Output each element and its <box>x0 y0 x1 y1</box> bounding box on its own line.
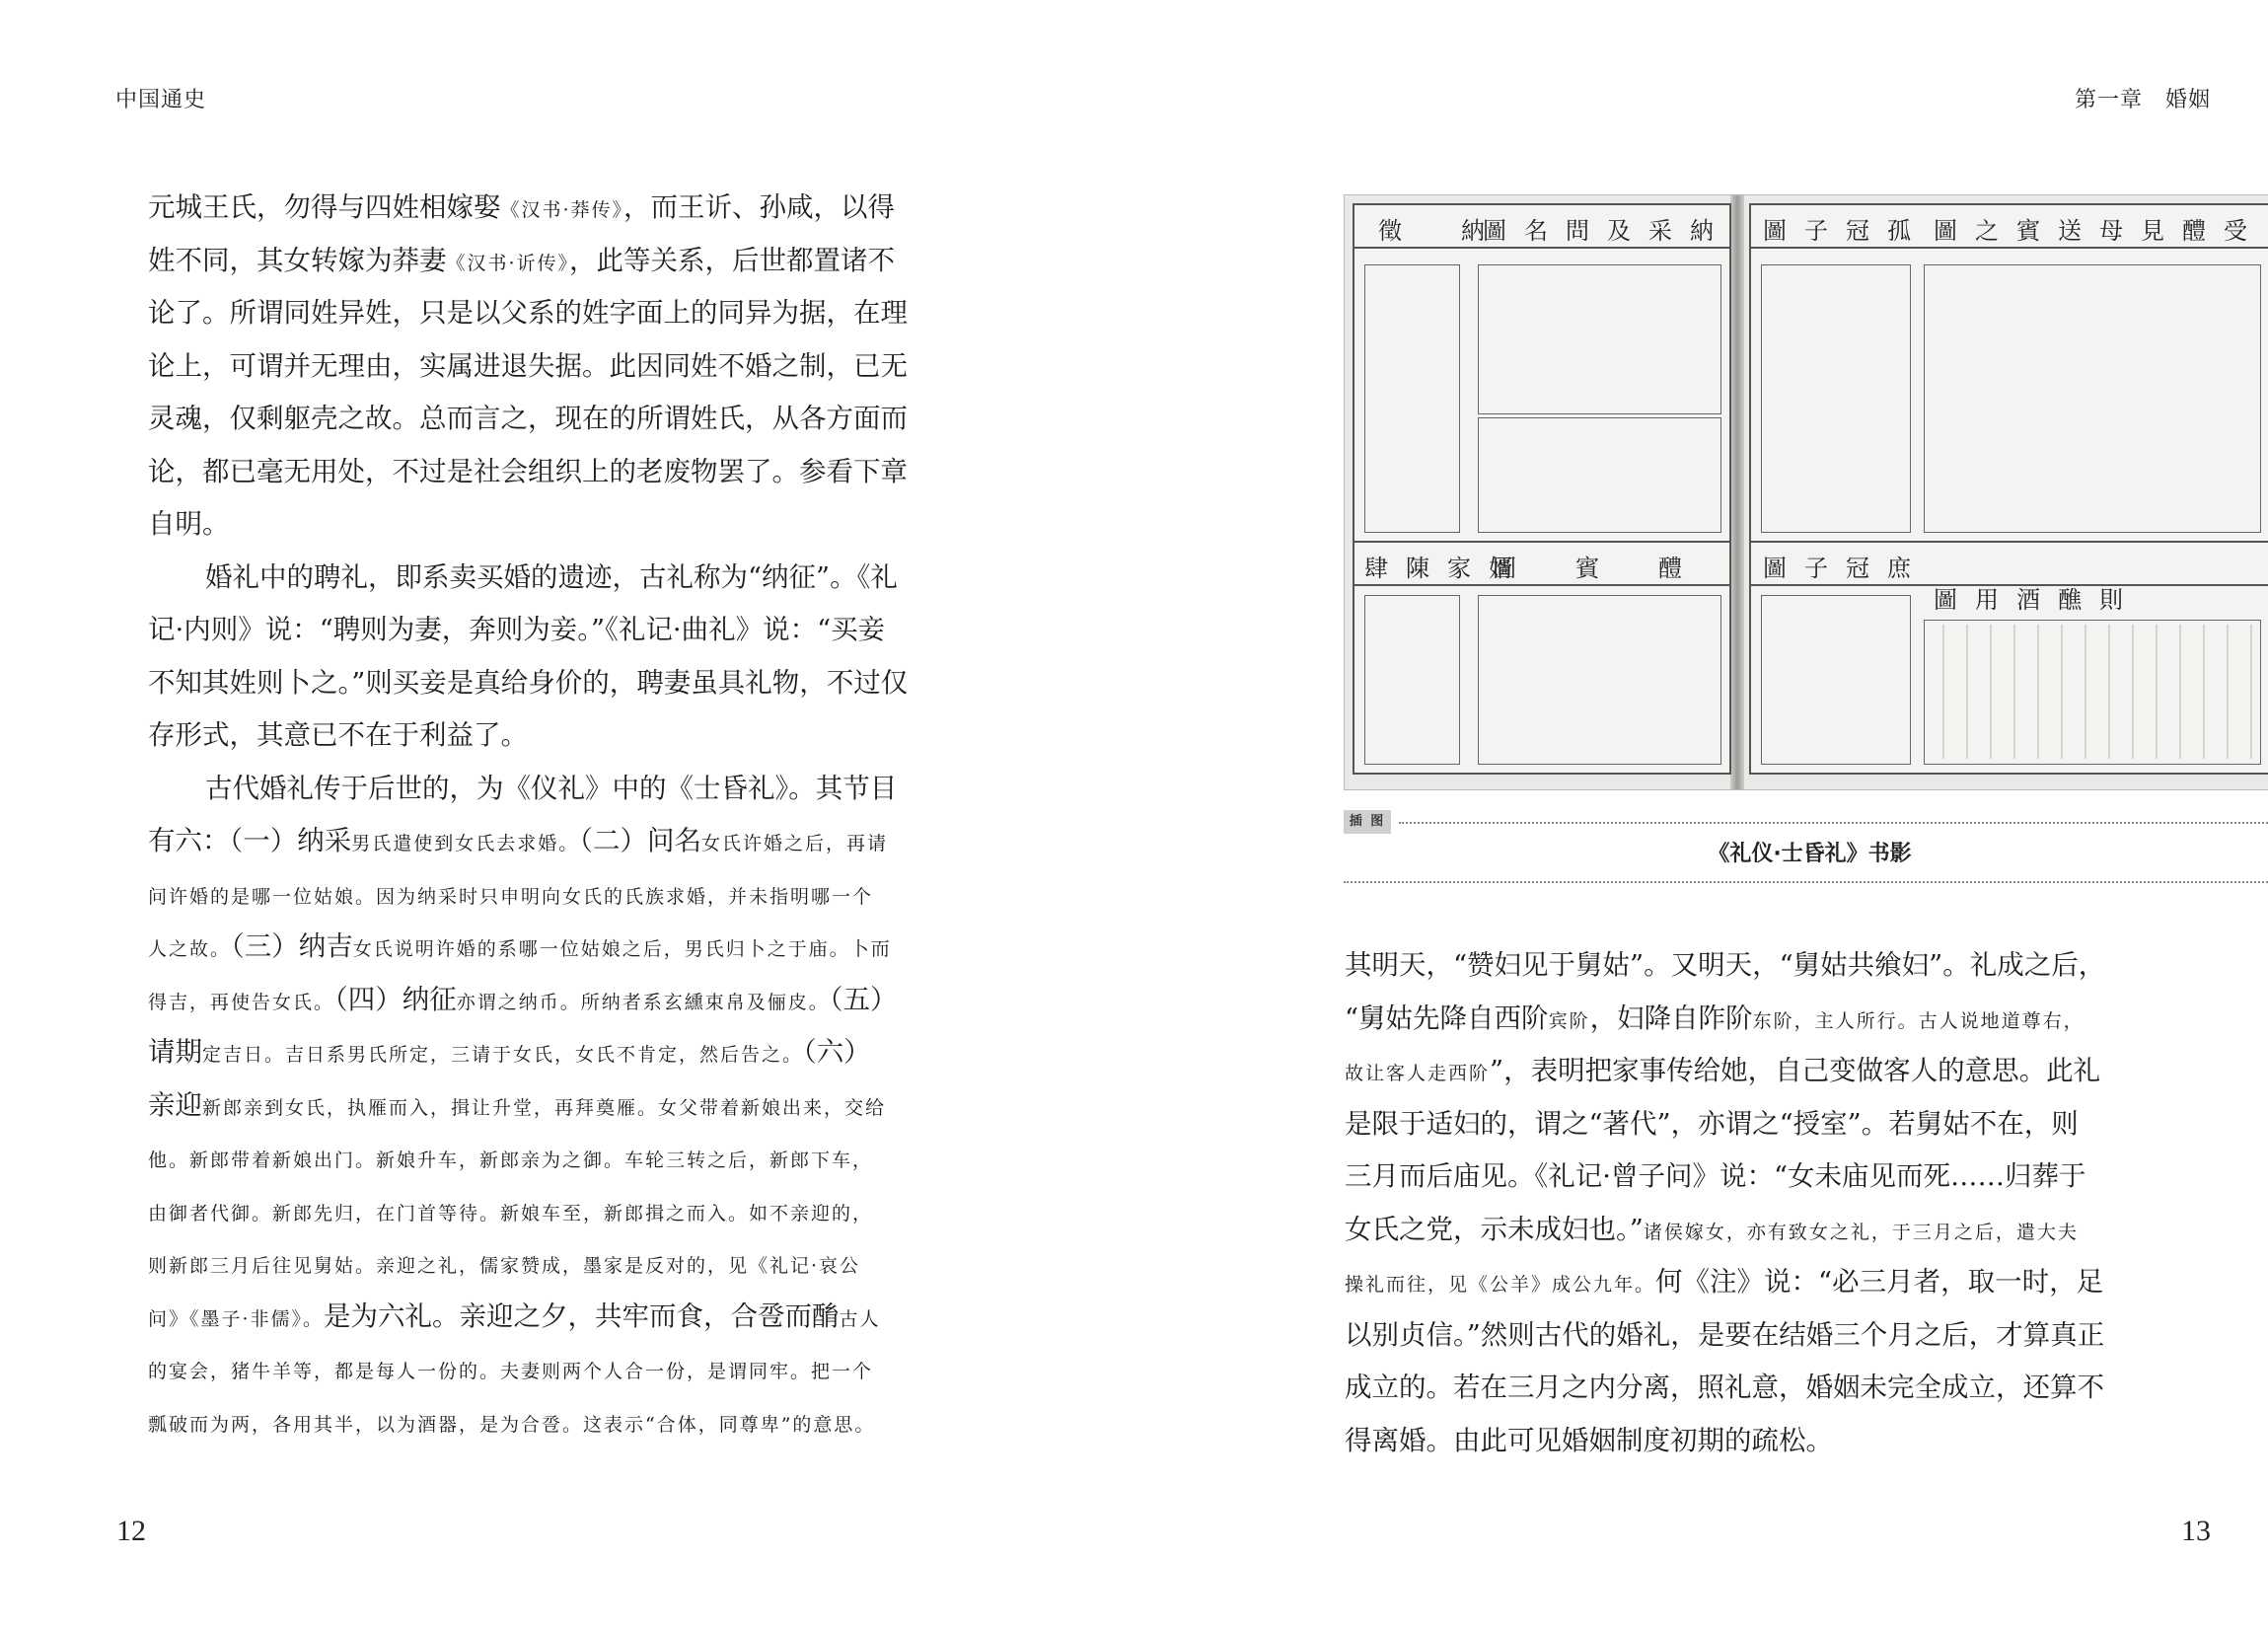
annotation-text: 宾阶 <box>1548 1009 1590 1032</box>
facsimile-panel-title: 肆陳家婿 <box>1364 555 1530 582</box>
annotation-text: 人之故。 <box>148 938 232 960</box>
main-text: （六） <box>803 1036 871 1068</box>
page-number-right: 13 <box>2181 1515 2211 1547</box>
main-text: 自明。 <box>148 508 230 540</box>
main-text: 灵魂，仅剩躯壳之故。总而言之，现在的所谓姓氏，从各方面而 <box>148 403 908 434</box>
main-text: 得离婚。由此可见婚姻制度初期的疏松。 <box>1345 1424 1833 1456</box>
annotation-text: 操礼而往，见《公羊》成公九年。 <box>1345 1274 1656 1296</box>
right-page <box>1134 0 2268 1632</box>
main-text: 何《注》说：“必三月者，取一时，足 <box>1655 1266 2104 1298</box>
annotation-text: 他。新郎带着新娘出门。新娘升车，新郎亲为之御。车轮三转之后，新郎下车， <box>148 1150 874 1171</box>
main-text: 婚礼中的聘礼，即系卖买婚的遗迹，古礼称为“纳征”。《礼 <box>205 560 898 593</box>
annotation-text: 定吉日。吉日系男氏所定，三请于女氏，女氏不肯定，然后告之。 <box>202 1044 804 1066</box>
annotation-text: 问许婚的是哪一位姑娘。因为纳采时只申明向女氏的氏族求婚，并未指明哪一个 <box>148 885 874 908</box>
main-text: 有六：（一）纳采 <box>148 825 352 856</box>
facsimile-panel-title: 圖用酒醮則 <box>1934 586 2141 614</box>
text-line <box>148 874 873 914</box>
main-text: 是为六礼。亲迎之夕，共牢而食，合卺而酳 <box>324 1299 840 1332</box>
main-text: 存形式，其意已不在于利益了。 <box>148 719 528 751</box>
text-line <box>148 187 895 227</box>
text-line <box>148 821 888 860</box>
annotation-text: 诸侯嫁女，亦有致女之礼，于三月之后，遣大夫 <box>1643 1221 2079 1243</box>
text-line <box>148 241 895 280</box>
main-text: 不知其姓则卜之。”则买妾是真给身价的，聘妻虽具礼物，不过仅 <box>148 666 909 699</box>
main-text: 以别贞信。”然则古代的婚礼，是要在结婚三个月之后，才算真正 <box>1345 1318 2105 1351</box>
text-line <box>148 1032 871 1072</box>
running-head-chapter: 第一章 婚姻 <box>2074 88 2211 112</box>
text-line <box>148 1349 873 1388</box>
dotted-rule <box>1399 822 2268 824</box>
text-line <box>1345 1315 2104 1355</box>
main-text: 成立的。若在三月之内分离，照礼意，婚姻未完全成立，还算不 <box>1345 1372 2104 1403</box>
annotation-text: 女氏许婚之后，再请 <box>701 833 889 854</box>
facsimile-right-leaf <box>1749 203 2268 775</box>
running-head-book-title: 中国通史 <box>115 88 207 112</box>
figure-label-bar <box>1344 812 2268 832</box>
text-line <box>1345 1368 2104 1407</box>
main-text: 论了。所谓同姓异姓，只是以父系的姓字面上的同异为据，在理 <box>148 297 908 329</box>
main-text: 论上，可谓并无理由，实属进退失据。此因同姓不婚之制，已无 <box>148 349 908 382</box>
text-line <box>1345 1104 2079 1144</box>
facsimile-panel-title: 圖之賓送母見醴受 <box>1934 217 2265 245</box>
main-text: “舅姑先降自西阶 <box>1345 1001 1549 1034</box>
annotation-text: 古人 <box>839 1307 881 1330</box>
text-line <box>148 610 885 649</box>
book-facsimile-illustration <box>1344 194 2268 790</box>
text-line <box>148 769 897 808</box>
main-text: 其明天，“赞妇见于舅姑”。又明天，“舅姑共飨妇”。礼成之后， <box>1345 949 2106 981</box>
page-number-left: 12 <box>116 1515 146 1547</box>
facsimile-panel-title: 圖 賓 醴 <box>1493 555 1700 582</box>
main-text: 古代婚礼传于后世的，为《仪礼》中的《士昏礼》。其节目 <box>205 772 898 804</box>
text-line <box>1345 1156 2086 1196</box>
main-text: ，此等关系，后世都置诸不 <box>569 244 896 276</box>
dotted-rule-bottom <box>1344 881 2268 883</box>
annotation-text: 故让客人走西阶 <box>1345 1063 1491 1084</box>
main-text: ，而王䜣、孙咸，以得 <box>623 191 896 223</box>
main-text: （四）纳征 <box>334 983 457 1015</box>
text-line <box>148 452 908 491</box>
figure-caption: 《礼仪·士昏礼》书影 <box>1708 842 1912 866</box>
text-line <box>1345 1421 1833 1460</box>
main-text: 记·内则》说：“聘则为妻，奔则为妾。”《礼记·曲礼》说：“买妾 <box>148 614 886 645</box>
facsimile-panel-title: 徵 納 <box>1378 217 1502 245</box>
text-line <box>148 1138 873 1177</box>
text-line <box>1345 945 2105 985</box>
annotation-text: 则新郎三月后往见舅姑。亲迎之礼，儒家赞成，墨家是反对的，见《礼记·哀公 <box>148 1255 861 1277</box>
facsimile-panel-title: 圖名問及采納 <box>1483 217 1731 245</box>
text-line <box>1345 1051 2100 1090</box>
main-text: ”，表明把家事传给她，自己变做客人的意思。此礼 <box>1490 1055 2101 1086</box>
annotation-text: 东阶，主人所行。古人说地道尊右， <box>1752 1009 2085 1032</box>
annotation-text: 瓢破而为两，各用其半，以为酒器，是为合卺。这表示“合体，同尊卑”的意思。 <box>148 1413 876 1436</box>
main-text: 女氏之党，示未成妇也。” <box>1345 1213 1644 1245</box>
text-line <box>148 504 230 544</box>
text-line <box>148 1191 873 1230</box>
figure-tag: 插 图 <box>1344 810 1391 834</box>
main-text: ，妇降自阼阶 <box>1589 1001 1753 1034</box>
annotation-text: 《汉书·䜣传》 <box>446 252 570 274</box>
annotation-text: 问》《墨子·非儒》。 <box>148 1307 325 1330</box>
annotation-text: 新郎亲到女氏，执雁而入，揖让升堂，再拜奠雁。女父带着新娘出来，交给 <box>202 1096 887 1119</box>
main-text: （三）纳吉 <box>231 930 353 962</box>
main-text: 元城王氏，勿得与四姓相嫁娶 <box>148 191 501 223</box>
annotation-text: 的宴会，猪牛羊等，都是每人一份的。夫妻则两个人合一份，是谓同牢。把一个 <box>148 1361 874 1382</box>
main-text: 请期 <box>148 1036 202 1068</box>
text-line <box>148 557 898 597</box>
main-text: 论，都已毫无用处，不过是社会组织上的老废物罢了。参看下章 <box>148 455 908 487</box>
main-text: 是限于适妇的，谓之“著代”，亦谓之“授室”。若舅姑不在，则 <box>1345 1107 2079 1140</box>
annotation-text: 由御者代御。新郎先归，在门首等待。新娘车至，新郎揖之而入。如不亲迎的， <box>148 1202 874 1224</box>
text-line <box>1345 999 2085 1038</box>
book-spine <box>1730 195 1744 789</box>
text-line <box>148 1297 881 1336</box>
text-line <box>148 1085 886 1125</box>
text-line <box>148 927 892 966</box>
text-line <box>1345 1262 2103 1301</box>
main-text: 三月而后庙见。《礼记·曾子问》说：“女未庙见而死……归葬于 <box>1345 1160 2086 1192</box>
text-line <box>148 399 908 438</box>
facsimile-left-leaf <box>1353 203 1731 775</box>
text-line <box>148 980 898 1019</box>
text-line <box>148 1243 860 1283</box>
main-text: （二）问名 <box>579 825 702 856</box>
text-line <box>148 346 908 386</box>
text-line <box>148 1402 875 1442</box>
text-line <box>148 663 908 703</box>
text-line <box>148 293 908 333</box>
annotation-text: 亦谓之纳币。所纳者系玄纁束帛及俪皮。 <box>456 991 830 1013</box>
text-line <box>148 715 528 755</box>
annotation-text: 《汉书·莽传》 <box>500 199 624 221</box>
annotation-text: 男氏遣使到女氏去求婚。 <box>351 833 580 854</box>
facsimile-panel-title: 圖子冠庶 <box>1763 555 1929 582</box>
annotation-text: 女氏说明许婚的系哪一位姑娘之后，男氏归卜之于庙。卜而 <box>352 938 892 960</box>
text-line <box>1345 1210 2079 1249</box>
facsimile-panel-title: 圖子冠孤 <box>1763 217 1929 245</box>
main-text: （五） <box>829 983 898 1015</box>
main-text: 姓不同，其女转嫁为莽妻 <box>148 244 447 276</box>
annotation-text: 得吉，再使告女氏。 <box>148 991 335 1013</box>
main-text: 亲迎 <box>148 1088 202 1121</box>
